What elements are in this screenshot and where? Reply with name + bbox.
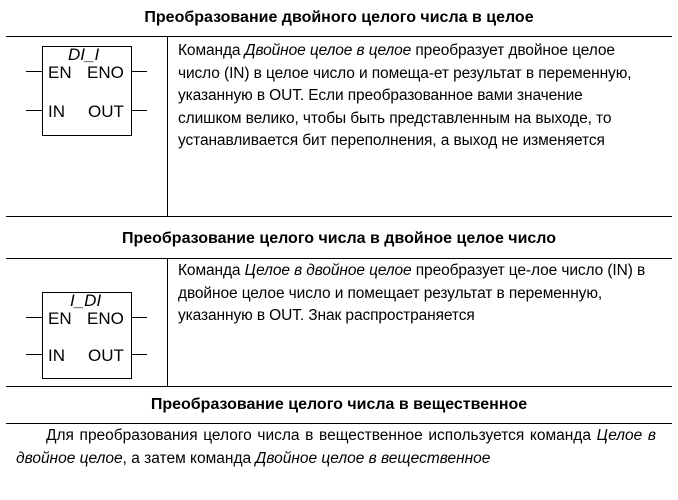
pin-in: IN <box>48 346 65 365</box>
para-text: Для преобразования целого числа в вещественное используется команда <box>46 427 597 444</box>
desc-text: Команда <box>178 42 245 59</box>
divider <box>6 36 672 37</box>
wire-in <box>26 110 42 111</box>
section2-description <box>178 260 648 328</box>
wire-out <box>131 110 147 111</box>
pin-eno: ENO <box>87 63 124 82</box>
section1-description <box>178 40 648 153</box>
section3-text <box>16 425 656 470</box>
divider <box>6 423 672 424</box>
block-name: I_DI <box>70 291 102 310</box>
divider <box>6 258 672 259</box>
desc-text: преобразует це-лое число (IN) в двойное целое число и помещает результат в переменную, указанную в OUT. Знак распространяется <box>178 262 646 324</box>
wire-out <box>131 354 147 355</box>
pin-en: EN <box>48 63 72 82</box>
command-name: Двойное целое в целое <box>244 42 412 59</box>
command-name: Целое в двойное целое <box>244 262 412 279</box>
section2-title: Преобразование целого числа в двойное целое число <box>121 230 557 247</box>
column-divider <box>167 37 168 216</box>
para-text: , а затем команда <box>122 449 256 467</box>
desc-text: преобразует двойное целое число (IN) в целое число и помеща-ет результат в переменную, указанную в OUT. Если преобразованное вами значение слишком велико, чтобы быть представленным на выходе, то устанавливается бит переполнения, а выход не изменяется <box>178 42 632 149</box>
pin-out: OUT <box>88 102 124 121</box>
wire-eno <box>131 317 147 318</box>
section3-title: Преобразование целого числа в вещественное <box>150 396 528 413</box>
divider <box>6 216 672 217</box>
command-name: Двойное целое в вещественное <box>255 449 491 467</box>
pin-in: IN <box>48 102 65 121</box>
column-divider <box>167 259 168 386</box>
desc-text: Команда <box>178 262 245 279</box>
section1-title: Преобразование двойного целого числа в целое <box>144 9 534 26</box>
block-name: DI_I <box>68 45 100 64</box>
divider <box>6 386 672 387</box>
pin-out: OUT <box>88 346 124 365</box>
wire-in <box>26 354 42 355</box>
pin-eno: ENO <box>87 309 124 328</box>
pin-en: EN <box>48 309 72 328</box>
wire-en <box>26 71 42 72</box>
wire-eno <box>131 71 147 72</box>
command-name: Целое в двойное целое <box>16 427 656 467</box>
wire-en <box>26 317 42 318</box>
